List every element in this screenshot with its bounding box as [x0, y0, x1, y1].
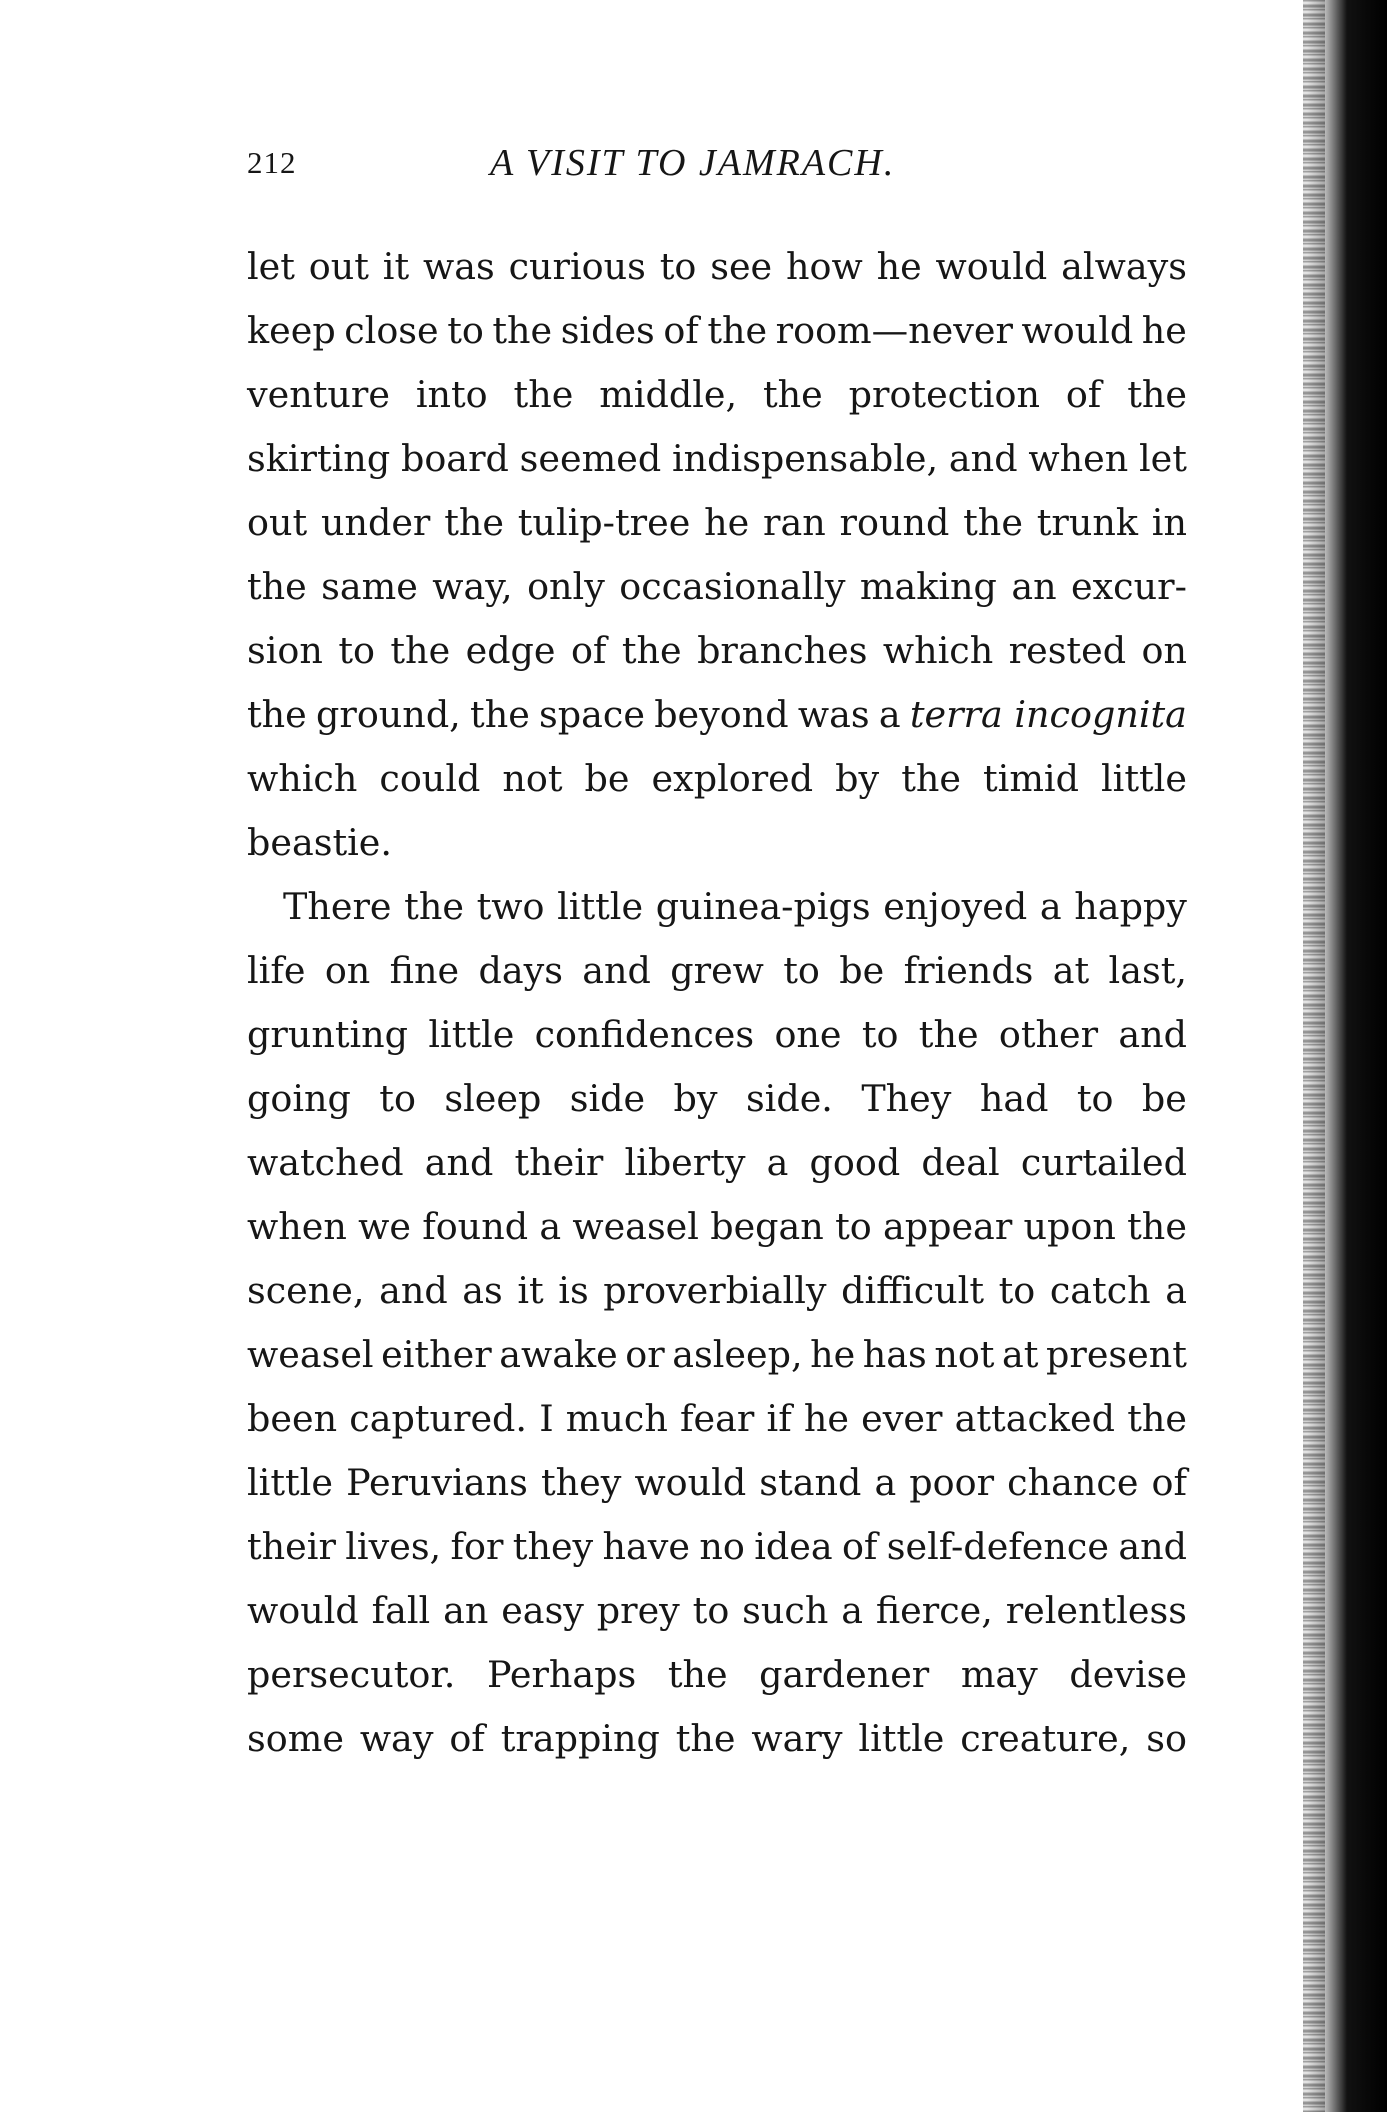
word: to: [998, 1269, 1036, 1312]
word: little: [428, 1013, 515, 1056]
word: little: [1101, 757, 1187, 800]
word: they: [512, 1525, 594, 1568]
word: beyond: [654, 693, 789, 736]
word: he: [1141, 309, 1187, 352]
word: into: [415, 373, 488, 416]
word: way: [359, 1717, 434, 1760]
word: to: [783, 949, 820, 992]
word: making: [859, 565, 997, 608]
word: it: [382, 245, 410, 288]
word: to: [659, 245, 697, 288]
word: to: [338, 629, 375, 672]
word: relentless: [1005, 1589, 1187, 1632]
text-line: [247, 811, 1187, 875]
word: enjoyed: [883, 885, 1028, 928]
word: not: [502, 757, 563, 800]
word: some: [247, 1717, 344, 1760]
word: of: [841, 1525, 878, 1568]
word: a: [766, 1141, 789, 1184]
word: easy: [501, 1589, 584, 1632]
word: edge: [465, 629, 556, 672]
word: upon: [1023, 1205, 1116, 1248]
word: on: [324, 949, 371, 992]
word: sides: [560, 309, 655, 352]
word: indispensable,: [671, 437, 939, 480]
word: had: [979, 1077, 1049, 1120]
word: to: [1076, 1077, 1114, 1120]
word: ever: [861, 1397, 943, 1440]
word: asleep,: [672, 1333, 803, 1376]
word: awake: [499, 1333, 618, 1376]
word: and: [1118, 1013, 1187, 1056]
word: the: [390, 629, 451, 672]
word: be: [584, 757, 630, 800]
word: excur-: [1070, 565, 1187, 608]
word: stand: [759, 1461, 862, 1504]
word: their: [247, 1525, 336, 1568]
word: when: [1028, 437, 1129, 480]
word: the: [901, 757, 961, 800]
word: a: [841, 1589, 863, 1632]
text-line: [247, 1195, 1187, 1259]
word: we: [358, 1205, 411, 1248]
word: going: [247, 1077, 351, 1120]
word: of: [570, 629, 607, 672]
word: a: [539, 1205, 562, 1248]
word: They: [861, 1077, 952, 1120]
word: so: [1146, 1717, 1187, 1760]
word: wary: [751, 1717, 843, 1760]
word: the: [918, 1013, 979, 1056]
word: and: [379, 1269, 448, 1312]
word: fear: [680, 1397, 755, 1440]
word: ground,: [316, 693, 461, 736]
word: prey: [596, 1589, 680, 1632]
word: of: [1065, 373, 1102, 416]
word: liberty: [624, 1141, 746, 1184]
text-line: [247, 1643, 1187, 1707]
word: only: [527, 565, 605, 608]
word: side: [569, 1077, 646, 1120]
word: good: [809, 1141, 901, 1184]
word: fall: [371, 1589, 431, 1632]
word: attacked: [954, 1397, 1116, 1440]
running-head: [247, 142, 1187, 201]
word: a: [1165, 1269, 1187, 1312]
page-number: 212: [247, 145, 297, 180]
word: of: [1151, 1461, 1187, 1504]
word: would: [935, 245, 1048, 288]
word: would: [247, 1589, 359, 1632]
word: little: [247, 1461, 333, 1504]
text-line: [247, 1515, 1187, 1579]
word: room—never: [775, 309, 1013, 352]
word: last,: [1108, 949, 1187, 992]
running-title: A VISIT TO JAMRACH.: [490, 142, 896, 184]
word: let: [1138, 437, 1187, 480]
word: little: [557, 885, 644, 928]
word: is: [558, 1269, 589, 1312]
word: has: [862, 1333, 927, 1376]
word: by: [835, 757, 880, 800]
word: the: [675, 1717, 736, 1760]
word: way,: [432, 565, 513, 608]
word: the: [444, 501, 504, 544]
word: he: [810, 1333, 856, 1376]
word: their: [514, 1141, 604, 1184]
scan-gutter-speckle: [1303, 0, 1325, 2112]
word: of: [663, 309, 699, 352]
word: a: [878, 693, 901, 736]
word: have: [602, 1525, 691, 1568]
word: for: [450, 1525, 504, 1568]
word: either: [381, 1333, 492, 1376]
word: was: [797, 693, 870, 736]
word: he: [704, 501, 750, 544]
word: of: [449, 1717, 485, 1760]
word: and: [424, 1141, 494, 1184]
word: close: [344, 309, 439, 352]
word: would: [1021, 309, 1134, 352]
word: the: [404, 885, 464, 928]
word: catch: [1049, 1269, 1151, 1312]
word: the: [1127, 1205, 1187, 1248]
word: rested: [1008, 629, 1127, 672]
word: sion: [247, 629, 323, 672]
word: how: [786, 245, 863, 288]
word: such: [742, 1589, 829, 1632]
text-line: [247, 875, 1187, 939]
word: under: [320, 501, 431, 544]
word: out: [308, 245, 369, 288]
word: keep: [247, 309, 336, 352]
word: the: [621, 629, 682, 672]
word: no: [699, 1525, 745, 1568]
word: he: [803, 1397, 849, 1440]
word: they: [540, 1461, 622, 1504]
italic-phrase: terra incognita: [909, 693, 1187, 736]
word: Peruvians: [346, 1461, 528, 1504]
word: trapping: [500, 1717, 660, 1760]
word: been: [247, 1397, 338, 1440]
word: same: [321, 565, 418, 608]
word: persecutor.: [247, 1653, 456, 1696]
word: on: [1141, 629, 1187, 672]
word: and: [948, 437, 1018, 480]
word: guinea-pigs: [655, 885, 871, 928]
word: days: [478, 949, 563, 992]
word: I: [539, 1397, 554, 1440]
text-line: [247, 299, 1187, 363]
word: space: [539, 693, 645, 736]
word: curious: [508, 245, 646, 288]
word: side.: [745, 1077, 833, 1120]
word: timid: [982, 757, 1079, 800]
word: and: [1118, 1525, 1187, 1568]
word: to: [447, 309, 484, 352]
word: not: [934, 1333, 995, 1376]
word: trunk: [1036, 501, 1138, 544]
word: the: [963, 501, 1023, 544]
word: out: [247, 501, 308, 544]
word: deal: [921, 1141, 1000, 1184]
word: the: [247, 565, 307, 608]
word: idea: [754, 1525, 833, 1568]
word: captured.: [349, 1397, 528, 1440]
text-line: [247, 1131, 1187, 1195]
word: could: [379, 757, 481, 800]
word: let: [247, 245, 295, 288]
text-line: [247, 939, 1187, 1003]
word: found: [422, 1205, 529, 1248]
word: he: [876, 245, 922, 288]
text-line: [247, 555, 1187, 619]
word: ran: [763, 501, 826, 544]
word: the: [667, 1653, 728, 1696]
word: grew: [670, 949, 764, 992]
word: by: [673, 1077, 718, 1120]
word: present: [1046, 1333, 1187, 1376]
word: see: [710, 245, 773, 288]
word: the: [513, 373, 574, 416]
word: branches: [697, 629, 868, 672]
word: the: [470, 693, 530, 736]
word: Perhaps: [486, 1653, 637, 1696]
word: as: [462, 1269, 503, 1312]
word: the: [1127, 373, 1187, 416]
word: in: [1151, 501, 1187, 544]
word: tulip-tree: [517, 501, 691, 544]
word: seemed: [519, 437, 662, 480]
word: sleep: [444, 1077, 542, 1120]
word: to: [692, 1589, 730, 1632]
word: creature,: [960, 1717, 1131, 1760]
word: middle,: [599, 373, 738, 416]
word: one: [774, 1013, 842, 1056]
word: poor: [909, 1461, 995, 1504]
word: protection: [848, 373, 1040, 416]
text-line: [247, 235, 1187, 299]
word: be: [1141, 1077, 1187, 1120]
word: fierce,: [875, 1589, 993, 1632]
word: venture: [247, 373, 390, 416]
word: grunting: [247, 1013, 409, 1056]
text-line: [247, 491, 1187, 555]
word: be: [839, 949, 885, 992]
body-text: [247, 235, 1187, 1771]
word: at: [1002, 1333, 1039, 1376]
text-line: [247, 683, 1187, 747]
word: or: [625, 1333, 665, 1376]
word: difficult: [841, 1269, 985, 1312]
word: appear: [882, 1205, 1013, 1248]
word: weasel: [572, 1205, 699, 1248]
word: the: [707, 309, 768, 352]
word: happy: [1074, 885, 1187, 928]
word: began: [710, 1205, 824, 1248]
word: skirting: [247, 437, 391, 480]
word: much: [565, 1397, 668, 1440]
word: when: [247, 1205, 347, 1248]
text-line: [247, 427, 1187, 491]
word: and: [582, 949, 651, 992]
text-line: [247, 1387, 1187, 1451]
word: the: [492, 309, 553, 352]
word: little: [858, 1717, 945, 1760]
word: chance: [1007, 1461, 1139, 1504]
word: the: [762, 373, 823, 416]
word: was: [422, 245, 495, 288]
word: to: [379, 1077, 416, 1120]
word: if: [766, 1397, 792, 1440]
text-line: [247, 1579, 1187, 1643]
word: scene,: [247, 1269, 365, 1312]
text-line: [247, 1067, 1187, 1131]
text-line: [247, 1707, 1187, 1771]
word: would: [634, 1461, 747, 1504]
word: friends: [903, 949, 1034, 992]
word: it: [517, 1269, 544, 1312]
word: watched: [247, 1141, 404, 1184]
text-line: [247, 363, 1187, 427]
text-line: [247, 1323, 1187, 1387]
word: explored: [651, 757, 814, 800]
word: round: [839, 501, 950, 544]
word: the: [1127, 1397, 1187, 1440]
word: a: [874, 1461, 897, 1504]
word: may: [960, 1653, 1038, 1696]
word: confidences: [534, 1013, 755, 1056]
word: proverbially: [603, 1269, 827, 1312]
text-line: [247, 1259, 1187, 1323]
word: fine: [389, 949, 460, 992]
word: There: [283, 885, 392, 928]
text-line: [247, 1003, 1187, 1067]
text-line: [247, 1451, 1187, 1515]
word: to: [835, 1205, 872, 1248]
word: weasel: [247, 1333, 374, 1376]
word: occasionally: [619, 565, 846, 608]
word: devise: [1069, 1653, 1187, 1696]
text-line: [247, 747, 1187, 811]
text-line: [247, 619, 1187, 683]
word: gardener: [759, 1653, 930, 1696]
word: an: [443, 1589, 489, 1632]
word: beastie.: [247, 821, 393, 864]
word: curtailed: [1020, 1141, 1187, 1184]
word: self-defence: [886, 1525, 1109, 1568]
word: an: [1011, 565, 1057, 608]
word: which: [882, 629, 994, 672]
word: a: [1039, 885, 1062, 928]
word: always: [1061, 245, 1187, 288]
word: board: [400, 437, 509, 480]
word: life: [247, 949, 306, 992]
word: other: [998, 1013, 1099, 1056]
word: at: [1052, 949, 1090, 992]
word: lives,: [345, 1525, 442, 1568]
word: two: [476, 885, 545, 928]
word: which: [247, 757, 358, 800]
word: the: [247, 693, 307, 736]
word: to: [861, 1013, 899, 1056]
